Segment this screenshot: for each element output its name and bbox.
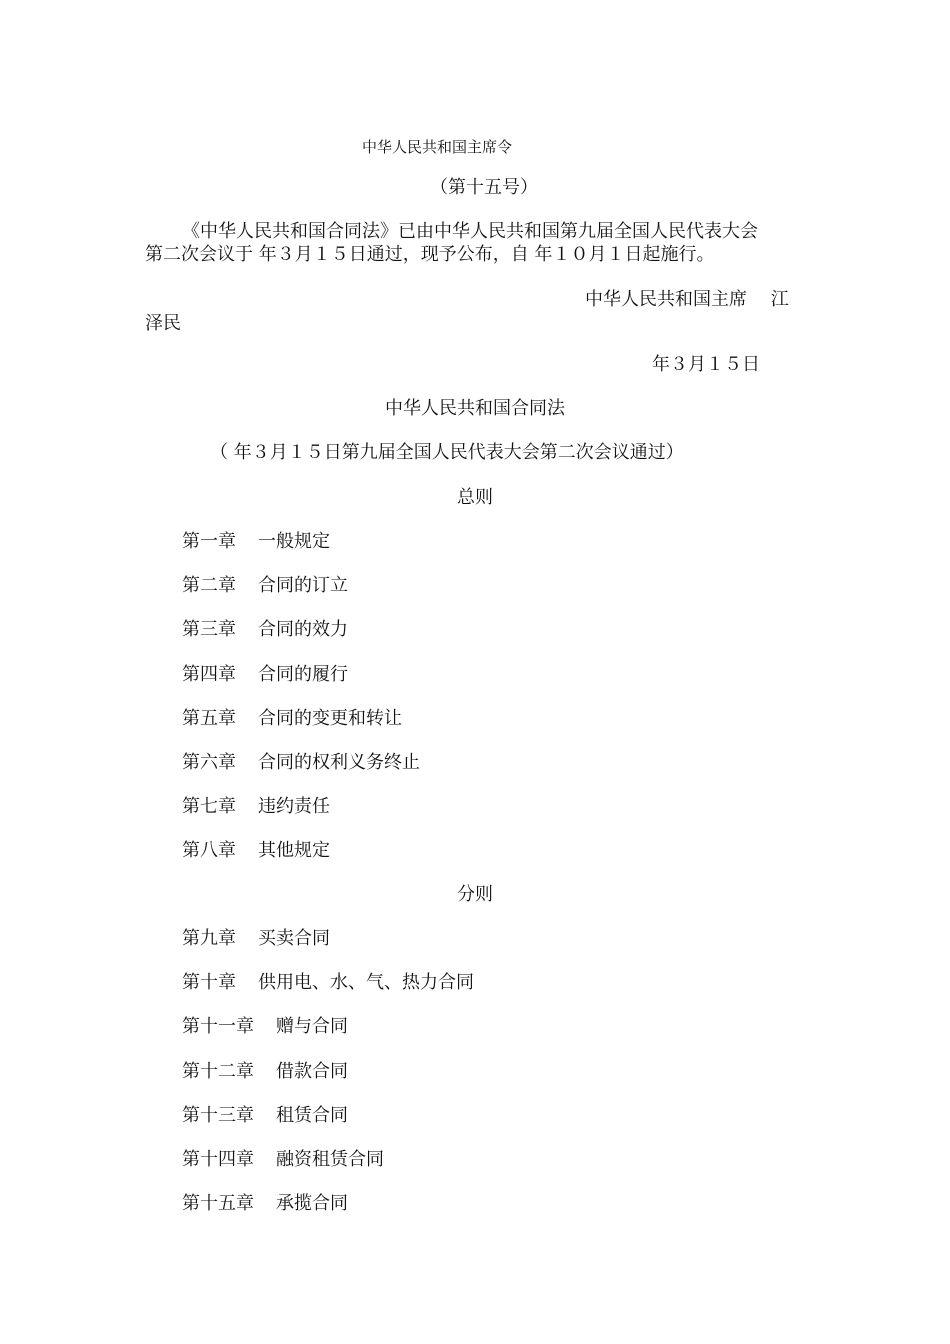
chapter-number: 第五章 bbox=[182, 707, 236, 729]
order-title: 中华人民共和国主席令 bbox=[362, 138, 513, 156]
order-date: 年３月１５日 bbox=[652, 354, 760, 375]
chapter-title: 合同的变更和转让 bbox=[258, 707, 402, 729]
chapter-title: 借款合同 bbox=[276, 1060, 348, 1082]
chapter-entry bbox=[182, 1192, 348, 1216]
chapter-title: 合同的履行 bbox=[258, 663, 348, 685]
chapter-entry bbox=[182, 574, 348, 598]
chapter-title: 买卖合同 bbox=[258, 928, 330, 949]
chapter-entry bbox=[182, 751, 420, 775]
general-provisions-heading: 总则 bbox=[457, 487, 493, 508]
chapter-entry bbox=[182, 927, 330, 951]
order-body-line-1: 《中华人民共和国合同法》已由中华人民共和国第九届全国人民代表大会 bbox=[182, 221, 758, 242]
chapter-entry bbox=[182, 1060, 348, 1084]
chapter-entry bbox=[182, 1148, 384, 1172]
chapter-title: 租赁合同 bbox=[276, 1104, 348, 1126]
chapter-number: 第十五章 bbox=[182, 1193, 254, 1215]
chapter-title: 承揽合同 bbox=[276, 1193, 348, 1215]
chapter-number: 第八章 bbox=[182, 840, 236, 862]
chapter-title: 合同的订立 bbox=[258, 575, 348, 597]
chapter-title: 合同的权利义务终止 bbox=[258, 752, 420, 773]
specific-provisions-heading: 分则 bbox=[457, 884, 493, 905]
chapter-number: 第四章 bbox=[182, 663, 236, 685]
chapter-number: 第十三章 bbox=[182, 1104, 254, 1126]
chapter-entry bbox=[182, 971, 474, 995]
chapter-entry bbox=[182, 839, 330, 863]
chapter-entry bbox=[182, 618, 348, 642]
chapter-entry bbox=[182, 663, 348, 687]
chapter-entry bbox=[182, 1015, 348, 1039]
chapter-entry bbox=[182, 1104, 348, 1128]
chapter-entry bbox=[182, 795, 330, 819]
chapter-entry bbox=[182, 530, 330, 554]
chapter-number: 第十一章 bbox=[182, 1016, 254, 1038]
order-number: （第十五号） bbox=[430, 177, 538, 198]
chapter-number: 第十四章 bbox=[182, 1149, 254, 1170]
chapter-title: 一般规定 bbox=[258, 531, 330, 552]
order-body-line-2: 第二次会议于 年３月１５日通过，现予公布，自 年１０月１日起施行。 bbox=[145, 244, 715, 265]
chapter-title: 供用电、水、气、热力合同 bbox=[258, 972, 474, 994]
chapter-number: 第六章 bbox=[182, 752, 236, 773]
chapter-number: 第十章 bbox=[182, 972, 236, 994]
chapter-title: 赠与合同 bbox=[276, 1016, 348, 1038]
chapter-title: 违约责任 bbox=[258, 796, 330, 818]
chapter-number: 第二章 bbox=[182, 575, 236, 597]
chapter-number: 第一章 bbox=[182, 531, 236, 552]
chapter-entry bbox=[182, 707, 402, 731]
chapter-number: 第九章 bbox=[182, 928, 236, 949]
law-title: 中华人民共和国合同法 bbox=[385, 398, 565, 419]
chapter-title: 融资租赁合同 bbox=[276, 1149, 384, 1170]
signature-line-2: 泽民 bbox=[145, 313, 181, 334]
chapter-title: 合同的效力 bbox=[258, 619, 348, 641]
chapter-title: 其他规定 bbox=[258, 840, 330, 862]
chapter-number: 第七章 bbox=[182, 796, 236, 818]
chapter-number: 第十二章 bbox=[182, 1060, 254, 1082]
signature-line-1: 中华人民共和国主席 江 bbox=[585, 289, 789, 310]
law-adoption-note: （ 年３月１５日第九届全国人民代表大会第二次会议通过） bbox=[210, 442, 684, 463]
chapter-number: 第三章 bbox=[182, 619, 236, 641]
